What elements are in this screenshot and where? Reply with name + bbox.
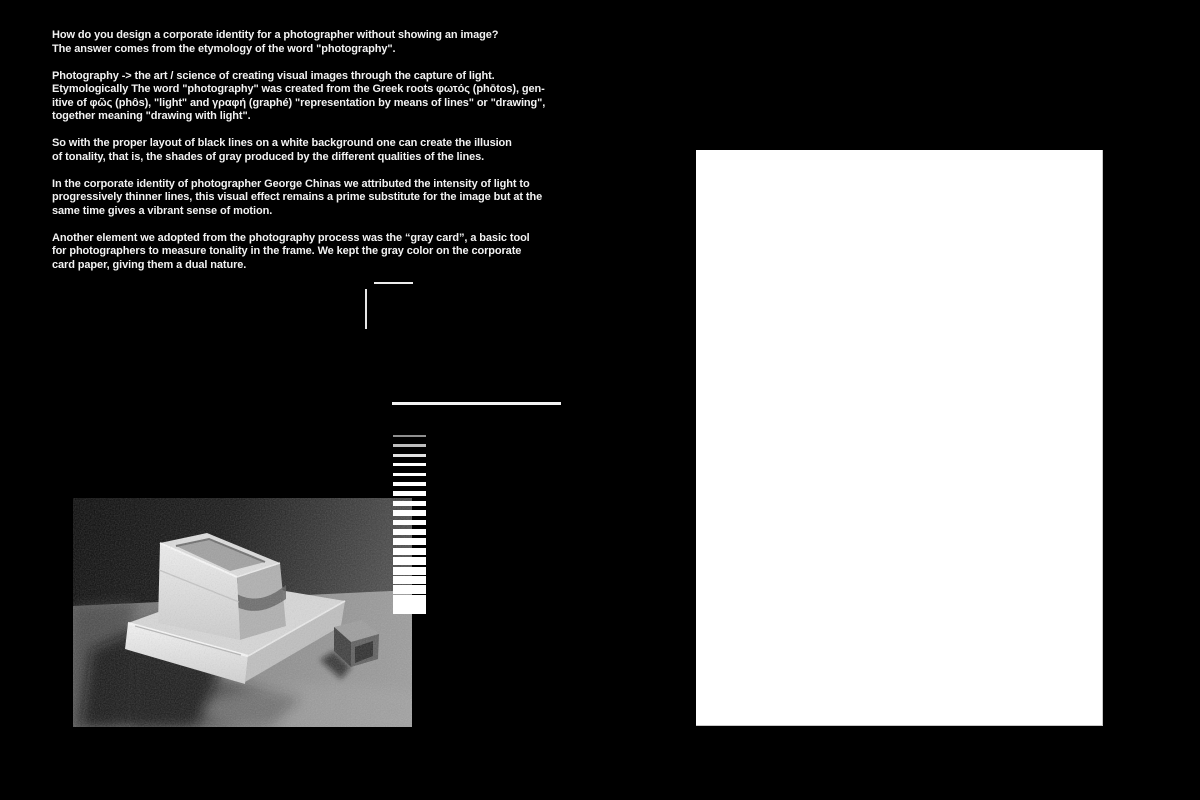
gradient-bar: [393, 510, 426, 515]
text-line: In the corporate identity of photographer George Chinas we attributed the intensity of light to: [52, 177, 530, 190]
blank-white-page: [696, 150, 1103, 726]
gradient-bar: [393, 595, 426, 604]
gradient-bar: [393, 567, 426, 575]
text-line: Photography -> the art / science of creating visual images through the capture of light.: [52, 69, 495, 82]
line-gradient-scale: [393, 435, 426, 615]
paragraph: [52, 137, 612, 164]
text-line: progressively thinner lines, this visual effect remains a prime substitute for the image but at the: [52, 191, 543, 203]
text-line: same time gives a vibrant sense of motion.: [52, 204, 273, 217]
gradient-bar: [393, 576, 426, 584]
gradient-bar: [393, 538, 426, 545]
gradient-bar: [393, 444, 426, 446]
text-line: How do you design a corporate identity for a photographer without showing an image?: [52, 29, 499, 41]
gradient-bar: [393, 491, 426, 496]
gradient-bar: [393, 604, 426, 614]
article-text: [52, 29, 612, 286]
gradient-bar: [393, 463, 426, 466]
gradient-bar: [393, 482, 426, 486]
text-line: of tonality, that is, the shades of gray produced by the different qualities of the lines.: [52, 150, 485, 163]
text-line: Another element we adopted from the photography process was the “gray card”, a basic tool: [52, 231, 530, 244]
gradient-bar: [393, 548, 426, 555]
paragraph: [52, 232, 612, 273]
text-line: for photographers to measure tonality in the frame. We kept the gray color on the corporate: [52, 245, 522, 257]
gradient-bar: [393, 557, 426, 564]
paragraph: [52, 29, 612, 56]
horizontal-rule: [392, 402, 561, 405]
text-line: card paper, giving them a dual nature.: [52, 258, 247, 271]
gradient-bar: [393, 585, 426, 594]
gradient-bar: [393, 435, 426, 437]
text-line: itive of φῶς (phôs), "light" and γραφή (graphé) "representation by means of lines" or "drawing",: [52, 96, 546, 109]
gradient-bar: [393, 454, 426, 457]
text-line: together meaning "drawing with light".: [52, 110, 251, 122]
gradient-bar: [393, 473, 426, 477]
text-line: Etymologically The word "photography" was created from the Greek roots φωτός (phōtos), gen-: [52, 83, 545, 95]
gradient-bar: [393, 529, 426, 535]
crop-tick-vertical: [365, 289, 367, 329]
boxes-photo: [73, 498, 412, 727]
crop-tick-horizontal: [374, 282, 413, 284]
boxes-photo-graphic: [73, 498, 412, 727]
gradient-bar: [393, 501, 426, 506]
text-line: So with the proper layout of black lines on a white background one can create the illusion: [52, 137, 512, 149]
text-line: The answer comes from the etymology of the word "photography".: [52, 42, 396, 55]
paragraph: [52, 70, 612, 124]
paragraph: [52, 178, 612, 219]
gradient-bar: [393, 520, 426, 526]
